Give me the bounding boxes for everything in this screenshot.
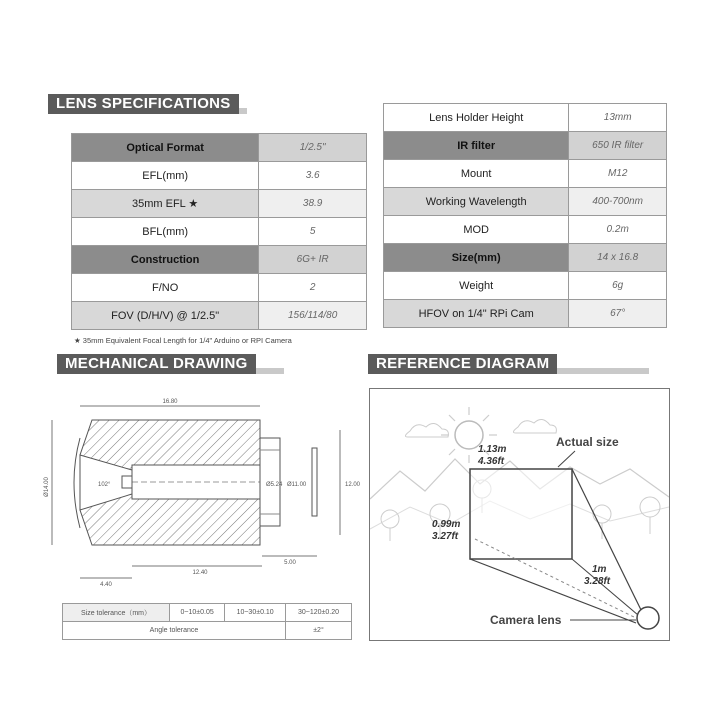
table-row: Optical Format 1/2.5" bbox=[72, 134, 367, 162]
camera-lens-label: Camera lens bbox=[490, 613, 562, 627]
table-row: HFOV on 1/4" RPi Cam 67° bbox=[384, 300, 667, 328]
dim-bore-label: Ø5.24 bbox=[266, 482, 283, 488]
table-row: MOD 0.2m bbox=[384, 216, 667, 244]
table-row: Working Wavelength 400-700nm bbox=[384, 188, 667, 216]
table-row: 35mm EFL ★ 38.9 bbox=[72, 190, 367, 218]
tolerance-table bbox=[62, 603, 352, 640]
mechanical-drawing-title: MECHANICAL DRAWING bbox=[57, 354, 256, 374]
actual-size-frame bbox=[470, 469, 572, 559]
lens-spec-table-left bbox=[71, 133, 367, 330]
mechanical-drawing-header bbox=[57, 354, 284, 374]
reference-diagram-title: REFERENCE DIAGRAM bbox=[368, 354, 557, 374]
dim-height-label: 12.00 bbox=[345, 482, 360, 488]
dim-top-label: 16.80 bbox=[162, 399, 178, 405]
table-row: F/NO 2 bbox=[72, 274, 367, 302]
lens-specs-title: LENS SPECIFICATIONS bbox=[48, 94, 239, 114]
footnote: ★ 35mm Equivalent Focal Length for 1/4" Arduino or RPI Camera bbox=[74, 336, 292, 345]
dim-thread-label: Ø11.00 bbox=[287, 482, 307, 488]
table-row: Angle tolerance ±2° bbox=[63, 622, 352, 640]
table-row: EFL(mm) 3.6 bbox=[72, 162, 367, 190]
table-row: FOV (D/H/V) @ 1/2.5" 156/114/80 bbox=[72, 302, 367, 330]
actual-size-label: Actual size bbox=[556, 435, 619, 449]
table-row: Size(mm) 14 x 16.8 bbox=[384, 244, 667, 272]
table-row: Construction 6G+ IR bbox=[72, 246, 367, 274]
height-m-label: 0.99m bbox=[432, 519, 461, 530]
camera-lens-icon bbox=[637, 607, 659, 629]
distance-m-label: 1m bbox=[592, 564, 607, 575]
dim-left-label: 4.40 bbox=[100, 582, 112, 588]
mechanical-drawing bbox=[40, 390, 360, 600]
dim-diameter-label: Ø14.00 bbox=[44, 477, 50, 497]
table-row: IR filter 650 IR filter bbox=[384, 132, 667, 160]
table-row: Mount M12 bbox=[384, 160, 667, 188]
table-row: BFL(mm) 5 bbox=[72, 218, 367, 246]
table-row: Lens Holder Height 13mm bbox=[384, 104, 667, 132]
lens-spec-table-right bbox=[383, 103, 667, 328]
table-row: Size tolerance（mm） 0~10±0.05 10~30±0.10 30~120±0.20 bbox=[63, 604, 352, 622]
reference-diagram-header bbox=[368, 354, 649, 374]
height-ft-label: 3.27ft bbox=[432, 531, 459, 542]
reference-diagram-frame bbox=[369, 388, 670, 641]
table-row: Weight 6g bbox=[384, 272, 667, 300]
width-m-label: 1.13m bbox=[478, 444, 507, 455]
distance-ft-label: 3.28ft bbox=[584, 576, 611, 587]
reference-diagram bbox=[370, 389, 669, 640]
dim-right-label: 5.00 bbox=[284, 560, 296, 566]
width-ft-label: 4.36ft bbox=[478, 456, 505, 467]
dim-angle-label: 102° bbox=[98, 482, 111, 488]
dim-mid-label: 12.40 bbox=[192, 570, 208, 576]
lens-specs-header bbox=[48, 94, 247, 114]
